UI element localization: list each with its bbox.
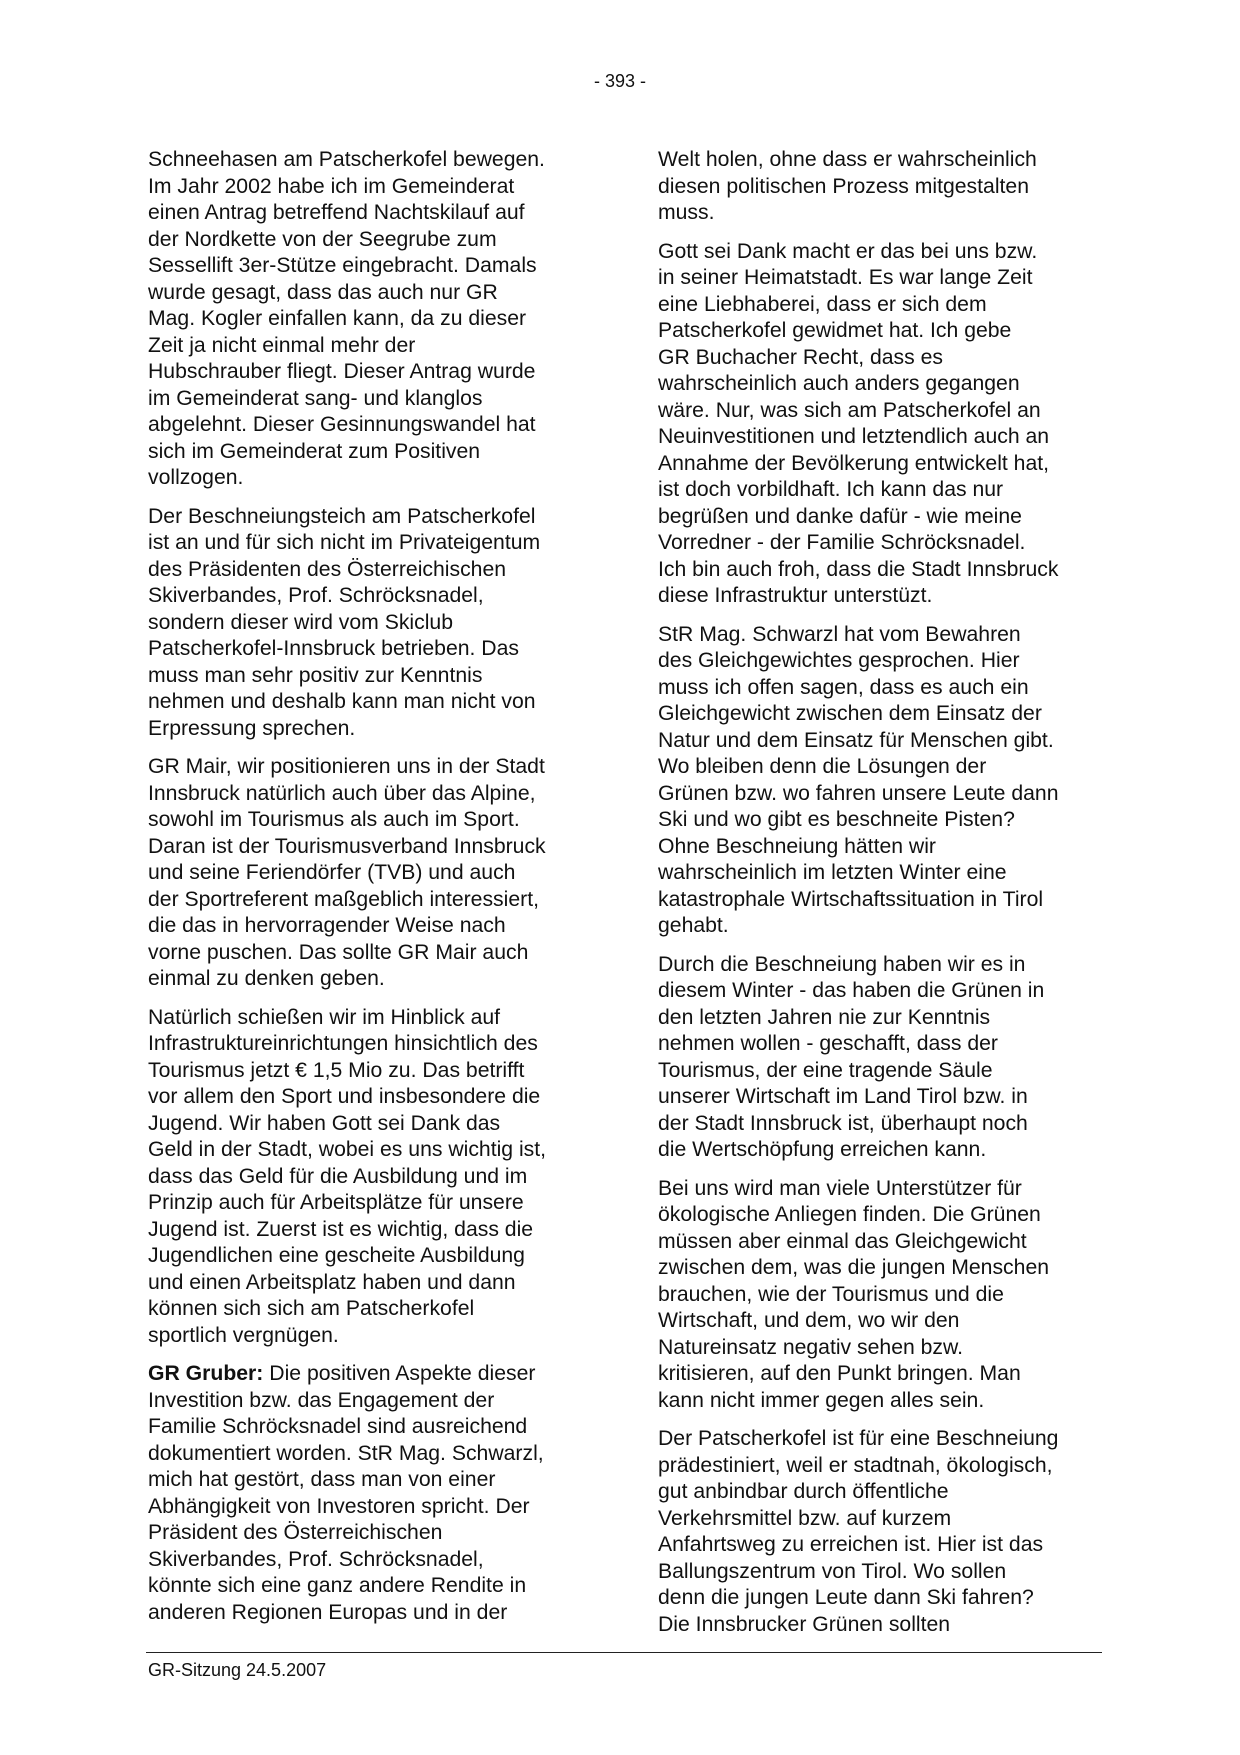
speaker-name: GR Gruber: — [148, 1362, 264, 1385]
paragraph: Schneehasen am Patscherkofel bewegen. Im Jahr 2002 habe ich im Gemeinderat einen Antrag betreffend Nachtskilauf auf der Nordkette von der Seegrube zum Sessellift 3er-Stütze eingebracht. Damals wurde gesagt, dass das auch nur GR Mag. Kogler einfallen kann, da zu dieser Zeit ja nicht einmal mehr der Hubschrauber fliegt. Dieser Antrag wurde im Gemeinderat sang- und klanglos abgelehnt. Dieser Gesinnungswandel hat sich im Gemeinderat zum Positiven vollzogen. — [148, 148, 545, 489]
paragraph: StR Mag. Schwarzl hat vom Bewahren des Gleichgewichtes gesprochen. Hier muss ich offen sagen, dass es auch ein Gleichgewicht zwischen dem Einsatz der Natur und dem Einsatz für Menschen gibt. Wo bleiben denn die Lösungen der Grünen bzw. wo fahren unsere Leute dann Ski und wo gibt es beschneite Pisten? Ohne Beschneiung hätten wir wahrscheinlich im letzten Winter eine katastrophale Wirtschaftssituation in Tirol gehabt. — [658, 622, 1059, 937]
left-column — [148, 147, 588, 1638]
right-column — [658, 147, 1098, 1650]
paragraph: Der Beschneiungsteich am Patscherkofel ist an und für sich nicht im Privateigentum des Präsidenten des Österreichischen Skiverbandes, Prof. Schröcksnadel, sondern dieser wird vom Skiclub Patscherkofel-Innsbruck betrieben. Das muss man sehr positiv zur Kenntnis nehmen und deshalb kann man nicht von Erpressung sprechen. — [148, 504, 541, 740]
paragraph: Durch die Beschneiung haben wir es in diesem Winter - das haben die Grünen in den letzten Jahren nie zur Kenntnis nehmen wollen - geschafft, dass der Tourismus, der eine tragende Säule unserer Wirtschaft im Land Tirol bzw. in der Stadt Innsbruck ist, überhaupt noch die Wertschöpfung erreichen kann. — [658, 952, 1045, 1161]
footer-divider — [146, 1652, 1102, 1653]
paragraph: Welt holen, ohne dass er wahrscheinlich diesen politischen Prozess mitgestalten muss. — [658, 148, 1037, 224]
footer-text: GR-Sitzung 24.5.2007 — [148, 1660, 327, 1680]
paragraph: Natürlich schießen wir im Hinblick auf Infrastruktureinrichtungen hinsichtlich des Tourismus jetzt € 1,5 Mio zu. Das betrifft vor allem den Sport und insbesondere die Jugend. Wir haben Gott sei Dank das Geld in der Stadt, wobei es uns wichtig ist, dass das Geld für die Ausbildung und im Prinzip auch für Arbeitsplätze für unsere Jugend ist. Zuerst ist es wichtig, dass die Jugendlichen eine gescheite Ausbildung und einen Arbeitsplatz haben und dann können sich sich am Patscherkofel sportlich vergnügen. — [148, 1005, 547, 1347]
page-number: - 393 - — [593, 71, 647, 91]
paragraph: GR Mair, wir positionieren uns in der Stadt Innsbruck natürlich auch über das Alpine, sowohl im Tourismus als auch im Sport. Daran ist der Tourismusverband Innsbruck und seine Feriendörfer (TVB) und auch der Sportreferent maßgeblich interessiert, die das in hervorragender Weise nach vorne puschen. Das sollte GR Mair auch einmal zu denken geben. — [148, 755, 546, 990]
paragraph: Der Patscherkofel ist für eine Beschneiung prädestiniert, weil er stadtnah, ökologisch, gut anbindbar durch öffentliche Verkehrsmittel bzw. auf kurzem Anfahrtsweg zu erreichen ist. Hier ist das Ballungszentrum von Tirol. Wo sollen denn die jungen Leute dann Ski fahren? Die Innsbrucker Grünen sollten — [658, 1427, 1059, 1636]
speaker-paragraph — [148, 1361, 588, 1626]
speaker-text: Die positiven Aspekte dieser Investition bzw. das Engagement der Familie Schröcksnadel sind ausreichend dokumentiert worden. StR Mag. Schwarzl, mich hat gestört, dass man von einer Abhängigkeit von Investoren spricht. Der Präsident des Österreichischen Skiverbandes, Prof. Schröcksnadel, könnte sich eine ganz andere Rendite in anderen Regionen Europas und in der — [148, 1362, 544, 1624]
paragraph: Bei uns wird man viele Unterstützer für ökologische Anliegen finden. Die Grünen müssen aber einmal das Gleichgewicht zwischen dem, was die jungen Menschen brauchen, wie der Tourismus und die Wirtschaft, und dem, wo wir den Natureinsatz negativ sehen bzw. kritisieren, auf den Punkt bringen. Man kann nicht immer gegen alles sein. — [658, 1176, 1050, 1412]
paragraph: Gott sei Dank macht er das bei uns bzw. in seiner Heimatstadt. Es war lange Zeit eine Liebhaberei, dass er sich dem Patscherkofel gewidmet hat. Ich gebe GR Buchacher Recht, dass es wahrscheinlich auch anders gegangen wäre. Nur, was sich am Patscherkofel an Neuinvestitionen und letztendlich auch an Annahme der Bevölkerung entwickelt hat, ist doch vorbildhaft. Ich kann das nur begrüßen und danke dafür - wie meine Vorredner - der Familie Schröcksnadel. Ich bin auch froh, dass die Stadt Innsbruck diese Infrastruktur unterstüzt. — [658, 239, 1059, 607]
